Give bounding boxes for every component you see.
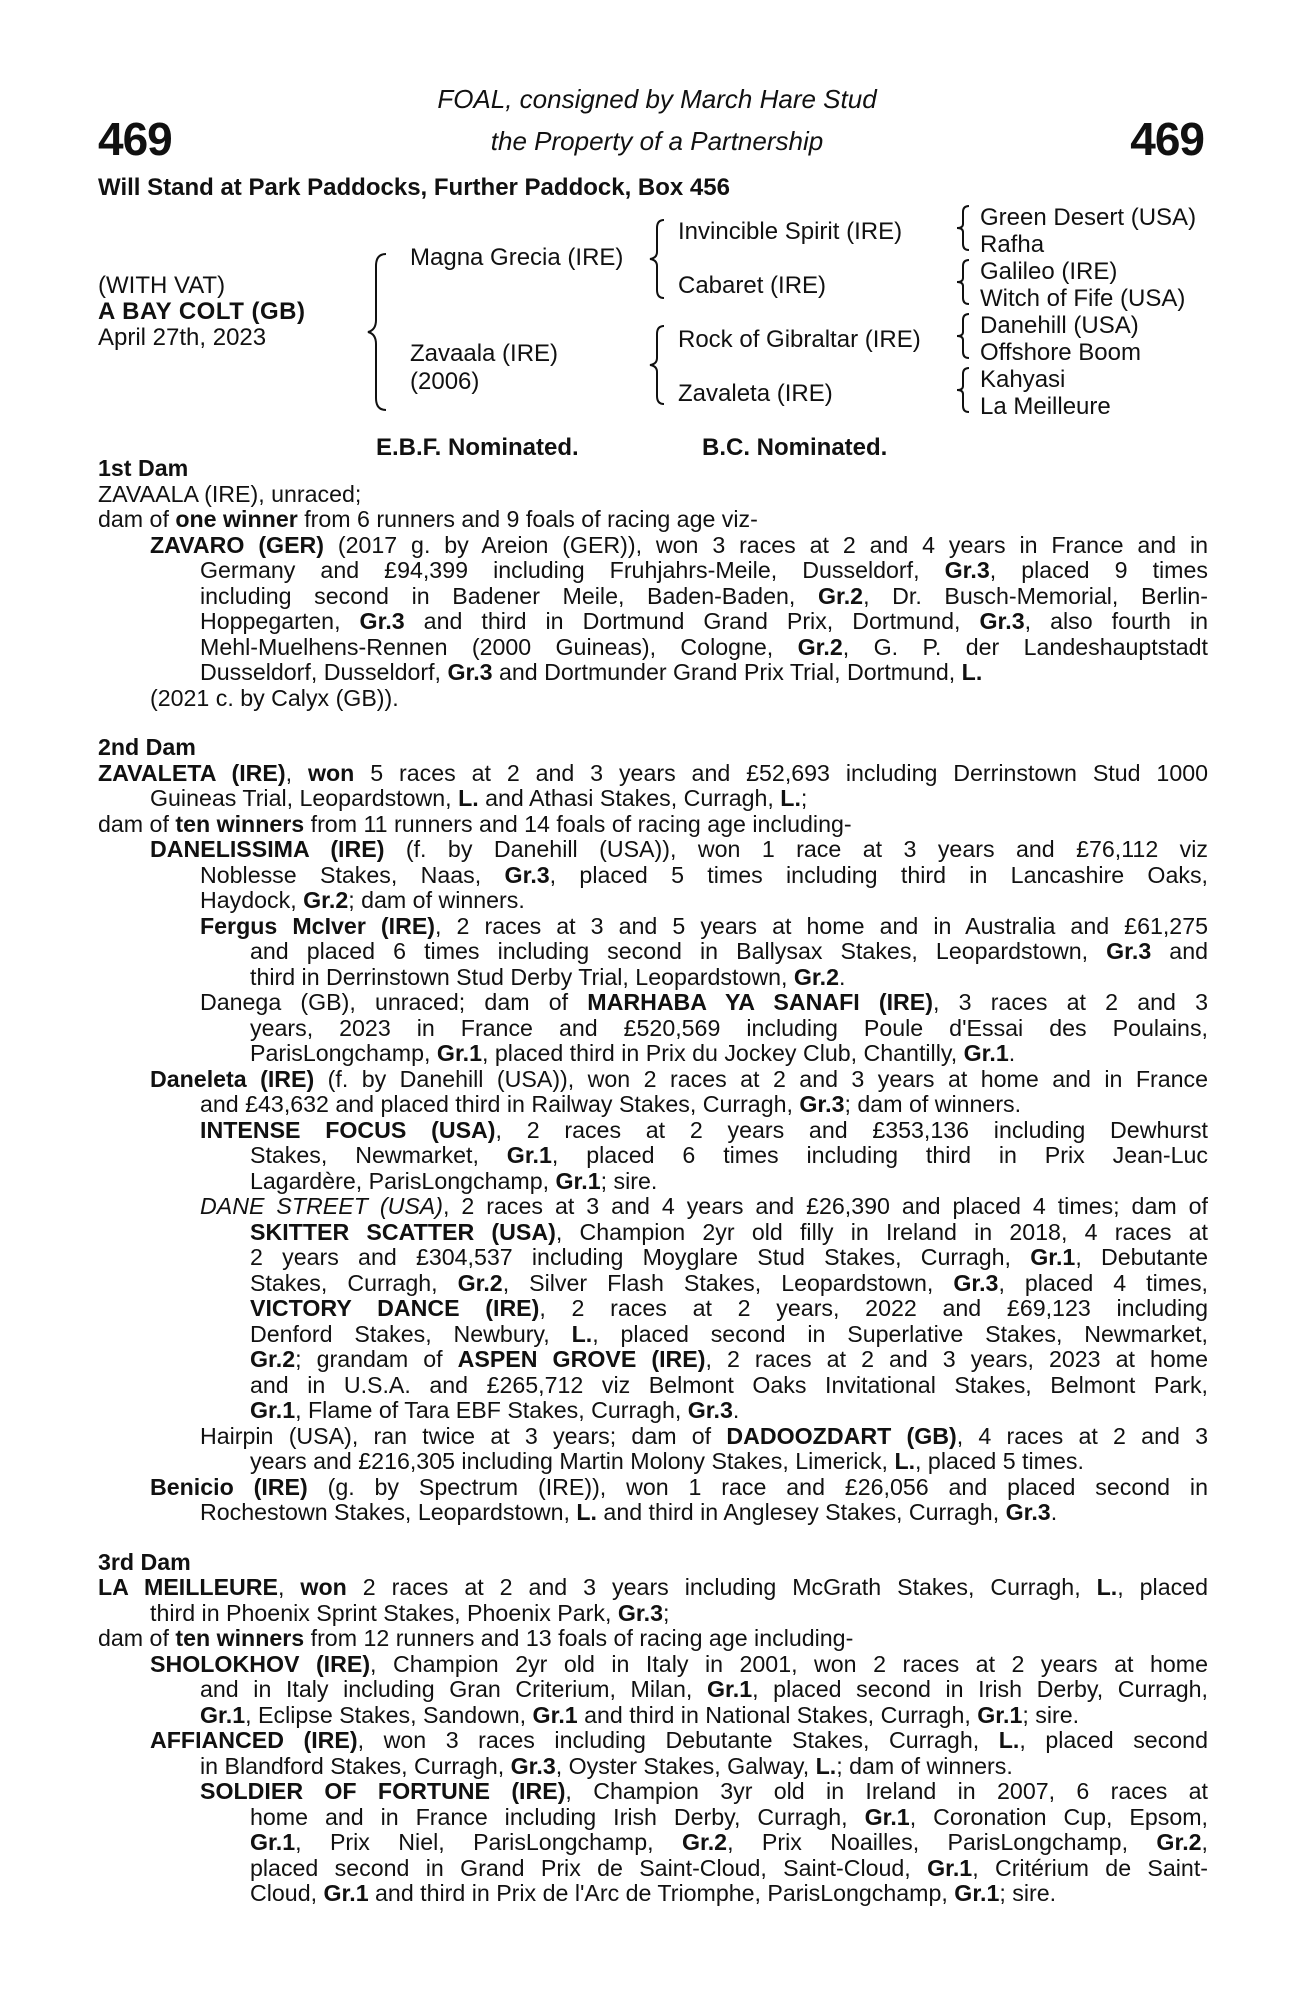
text-line: SKITTER SCATTER (USA), Champion 2yr old filly in Ireland in 2018, 4 races at bbox=[250, 1218, 1208, 1245]
text-line: AFFIANCED (IRE), won 3 races including Debutante Stakes, Curragh, L., placed second bbox=[150, 1727, 1208, 1753]
catalogue-body bbox=[98, 456, 1208, 1907]
sire-sire-dam: Rafha bbox=[980, 231, 1045, 258]
bc-nomination: B.C. Nominated. bbox=[702, 434, 888, 461]
sire-dam-sire: Galileo (IRE) bbox=[980, 258, 1118, 285]
consignor-line: FOAL, consigned by March Hare Stud bbox=[437, 84, 877, 114]
second-dam-heading: 2nd Dam bbox=[98, 734, 196, 760]
text-line: Benicio (IRE) (g. by Spectrum (IRE)), won 1 race and £26,056 and placed second in bbox=[150, 1473, 1208, 1500]
text-line: Rochestown Stakes, Leopardstown, L. and third in Anglesey Stakes, Curragh, Gr.3. bbox=[200, 1499, 1058, 1525]
text-line: Stakes, Curragh, Gr.2, Silver Flash Stakes, Leopardstown, Gr.3, placed 4 times, bbox=[250, 1269, 1208, 1296]
ebf-nomination: E.B.F. Nominated. bbox=[376, 434, 579, 461]
lot-number-right: 469 bbox=[1130, 113, 1204, 165]
third-dam-heading: 3rd Dam bbox=[98, 1548, 191, 1575]
sire: Magna Grecia (IRE) bbox=[410, 244, 624, 271]
dam-brace bbox=[648, 324, 666, 406]
text-line: Stakes, Newmarket, Gr.1, placed 6 times including third in Prix Jean-Luc bbox=[250, 1142, 1208, 1168]
text-line: DANELISSIMA (IRE) (f. by Danehill (USA)), won 1 race at 3 years and £76,112 viz bbox=[150, 836, 1209, 862]
text-line: dam of ten winners from 11 runners and 14 foals of racing age including- bbox=[98, 810, 852, 837]
vat-label: (WITH VAT) bbox=[98, 272, 226, 299]
dam-dam-sire: Kahyasi bbox=[980, 366, 1066, 393]
text-line: 2 years and £304,537 including Moyglare Stud Stakes, Curragh, Gr.1, Debutante bbox=[250, 1244, 1208, 1270]
text-line: placed second in Grand Prix de Saint-Cloud, Saint-Cloud, Gr.1, Critérium de Saint- bbox=[250, 1854, 1208, 1881]
brace-ds bbox=[955, 312, 971, 360]
brace-dd bbox=[955, 366, 971, 414]
text-line: and £43,632 and placed third in Railway Stakes, Curragh, Gr.3; dam of winners. bbox=[200, 1091, 1022, 1117]
text-line: years and £216,305 including Martin Molony Stakes, Limerick, L., placed 5 times. bbox=[250, 1448, 1084, 1474]
property-line: the Property of a Partnership bbox=[490, 126, 824, 156]
lot-number-left: 469 bbox=[98, 113, 172, 165]
dam: Zavaala (IRE) bbox=[410, 340, 559, 367]
text-line: Gr.2; grandam of ASPEN GROVE (IRE), 2 races at 2 and 3 years, 2023 at home bbox=[250, 1346, 1208, 1372]
sire-sire-sire: Green Desert (USA) bbox=[980, 204, 1197, 231]
text-line: ParisLongchamp, Gr.1, placed third in Prix du Jockey Club, Chantilly, Gr.1. bbox=[250, 1040, 1016, 1066]
text-line: Danega (GB), unraced; dam of MARHABA YA SANAFI (IRE), 3 races at 2 and 3 bbox=[200, 989, 1208, 1015]
dam-dam: Zavaleta (IRE) bbox=[678, 380, 833, 407]
sire-dam-dam: Witch of Fife (USA) bbox=[980, 285, 1186, 312]
text-line: dam of ten winners from 12 runners and 13 foals of racing age including- bbox=[98, 1625, 854, 1651]
text-line: ZAVALETA (IRE), won 5 races at 2 and 3 years and £52,693 including Derrinstown Stud 1000 bbox=[98, 759, 1209, 786]
horse-dob: April 27th, 2023 bbox=[98, 324, 267, 351]
text-line: VICTORY DANCE (IRE), 2 races at 2 years, 2022 and £69,123 including bbox=[250, 1295, 1208, 1321]
text-line: Haydock, Gr.2; dam of winners. bbox=[200, 887, 525, 913]
dam-year: (2006) bbox=[410, 368, 480, 395]
sire-brace bbox=[648, 218, 666, 300]
text-line: ZAVARO (GER) (2017 g. by Areion (GER)), won 3 races at 2 and 4 years in France and in bbox=[150, 531, 1208, 558]
text-line: third in Phoenix Sprint Stakes, Phoenix Park, Gr.3; bbox=[150, 1599, 670, 1626]
text-line: Guineas Trial, Leopardstown, L. and Athasi Stakes, Curragh, L.; bbox=[150, 785, 808, 811]
text-line: SOLDIER OF FORTUNE (IRE), Champion 3yr old in Ireland in 2007, 6 races at bbox=[200, 1778, 1208, 1804]
text-line: and in Italy including Gran Criterium, Milan, Gr.1, placed second in Irish Derby, Curragh, bbox=[200, 1676, 1208, 1702]
text-line: DANE STREET (USA), 2 races at 3 and 4 years and £26,390 and placed 4 times; dam of bbox=[200, 1193, 1208, 1219]
text-line: Dusseldorf, Dusseldorf, Gr.3 and Dortmunder Grand Prix Trial, Dortmund, L. bbox=[200, 659, 983, 685]
text-line: Gr.1, Prix Niel, ParisLongchamp, Gr.2, Prix Noailles, ParisLongchamp, Gr.2, bbox=[250, 1829, 1208, 1855]
text-line: Cloud, Gr.1 and third in Prix de l'Arc de Triomphe, ParisLongchamp, Gr.1; sire. bbox=[250, 1880, 1057, 1906]
main-brace bbox=[366, 252, 388, 412]
horse-name: A BAY COLT (GB) bbox=[98, 298, 306, 325]
text-line: in Blandford Stakes, Curragh, Gr.3, Oyster Stakes, Galway, L.; dam of winners. bbox=[200, 1752, 1013, 1779]
dam-sire-dam: Offshore Boom bbox=[980, 339, 1141, 366]
text-line: home and in France including Irish Derby, Curragh, Gr.1, Coronation Cup, Epsom, bbox=[250, 1803, 1208, 1830]
text-line: and placed 6 times including second in Ballysax Stakes, Leopardstown, Gr.3 and bbox=[250, 938, 1208, 964]
text-line: Germany and £94,399 including Fruhjahrs-Meile, Dusseldorf, Gr.3, placed 9 times bbox=[200, 557, 1208, 583]
sire-sire: Invincible Spirit (IRE) bbox=[678, 218, 903, 245]
stand-location: Will Stand at Park Paddocks, Further Paddock, Box 456 bbox=[98, 174, 730, 201]
text-line: Gr.1, Eclipse Stakes, Sandown, Gr.1 and third in National Stakes, Curragh, Gr.1; sire. bbox=[200, 1701, 1080, 1728]
text-line: years, 2023 in France and £520,569 including Poule d'Essai des Poulains, bbox=[250, 1014, 1208, 1041]
text-line: Daneleta (IRE) (f. by Danehill (USA)), won 2 races at 2 and 3 years at home and in France bbox=[150, 1065, 1208, 1092]
text-line: ZAVAALA (IRE), unraced; bbox=[98, 480, 362, 507]
text-line: Mehl-Muelhens-Rennen (2000 Guineas), Cologne, Gr.2, G. P. der Landeshauptstadt bbox=[200, 633, 1208, 660]
first-dam-heading: 1st Dam bbox=[98, 455, 189, 481]
text-line: LA MEILLEURE, won 2 races at 2 and 3 years including McGrath Stakes, Curragh, L., placed bbox=[98, 1574, 1208, 1600]
sire-dam: Cabaret (IRE) bbox=[678, 272, 827, 299]
text-line: Hoppegarten, Gr.3 and third in Dortmund Grand Prix, Dortmund, Gr.3, also fourth in bbox=[200, 608, 1209, 634]
text-line: Noblesse Stakes, Naas, Gr.3, placed 5 times including third in Lancashire Oaks, bbox=[200, 861, 1208, 888]
text-line: Fergus McIver (IRE), 2 races at 3 and 5 years at home and in Australia and £61,275 bbox=[200, 912, 1208, 939]
dam-dam-dam: La Meilleure bbox=[980, 393, 1111, 420]
text-line: INTENSE FOCUS (USA), 2 races at 2 years and £353,136 including Dewhurst bbox=[200, 1116, 1208, 1143]
text-line: Gr.1, Flame of Tara EBF Stakes, Curragh, Gr.3. bbox=[250, 1397, 740, 1423]
text-line: third in Derrinstown Stud Derby Trial, Leopardstown, Gr.2. bbox=[250, 963, 846, 990]
brace-ss bbox=[955, 204, 971, 252]
text-line: Denford Stakes, Newbury, L., placed second in Superlative Stakes, Newmarket, bbox=[250, 1320, 1208, 1347]
text-line: including second in Badener Meile, Baden-Baden, Gr.2, Dr. Busch-Memorial, Berlin- bbox=[200, 582, 1208, 609]
text-line: SHOLOKHOV (IRE), Champion 2yr old in Italy in 2001, won 2 races at 2 years at home bbox=[150, 1650, 1208, 1677]
dam-sire: Rock of Gibraltar (IRE) bbox=[678, 326, 921, 353]
dam-sire-sire: Danehill (USA) bbox=[980, 312, 1139, 339]
text-line: and in U.S.A. and £265,712 viz Belmont Oaks Invitational Stakes, Belmont Park, bbox=[250, 1371, 1208, 1398]
text-line: Lagardère, ParisLongchamp, Gr.1; sire. bbox=[250, 1167, 658, 1194]
text-line: dam of one winner from 6 runners and 9 foals of racing age viz- bbox=[98, 506, 758, 532]
text-line: (2021 c. by Calyx (GB)). bbox=[150, 684, 399, 711]
text-line: Hairpin (USA), ran twice at 3 years; dam of DADOOZDART (GB), 4 races at 2 and 3 bbox=[200, 1422, 1208, 1449]
brace-sd bbox=[955, 258, 971, 306]
